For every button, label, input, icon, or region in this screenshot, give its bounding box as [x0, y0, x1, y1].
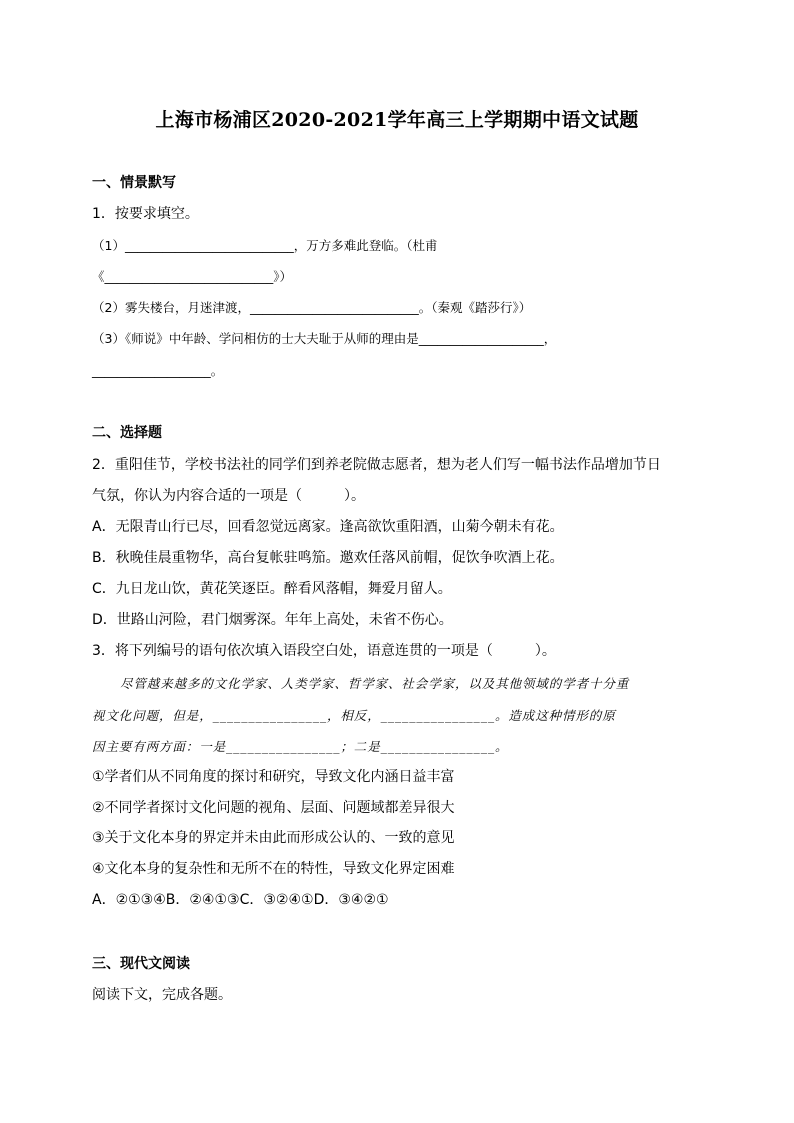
- question-1-part-2: （2）雾失楼台，月迷津渡，___________________________。（秦观《踏莎行》）: [92, 300, 532, 315]
- question-1-part-3: （3）《师说》中年龄、学问相仿的士大夫耻于从师的理由是____________________，: [92, 331, 557, 346]
- question-2: 2．重阳佳节，学校书法社的同学们到养老院做志愿者，想为老人们写一幅书法作品增加节日: [92, 457, 661, 473]
- passage-line-1: 尽管越来越多的文化学家、人类学家、哲学家、社会学家，以及其他领域的学者十分重: [120, 676, 630, 691]
- sentence-3: ③关于文化本身的界定并未由此而形成公认的、一致的意见: [92, 830, 455, 846]
- option-a: A．无限青山行已尽，回看忽觉远离家。逢高欲饮重阳酒，山菊今朝未有花。: [92, 519, 564, 535]
- reading-intro: 阅读下文，完成各题。: [92, 987, 232, 1003]
- question-2-cont: 气氛，你认为内容合适的一项是（ ）。: [92, 488, 365, 504]
- question-1: 1．按要求填空。: [92, 206, 199, 222]
- question-1-part-1: （1）___________________________，万方多难此登临。（杜甫: [92, 238, 438, 253]
- option-c: C．九日龙山饮，黄花笑逐臣。醉看风落帽，舞爱月留人。: [92, 581, 452, 597]
- section-heading-choice: 二、选择题: [92, 425, 162, 441]
- sentence-2: ②不同学者探讨文化问题的视角、层面、问题域都差异很大: [92, 800, 455, 816]
- section-heading-recitation: 一、情景默写: [92, 175, 176, 191]
- question-1-part-1-cont: 《___________________________》）: [92, 269, 293, 284]
- passage-line-3: 因主要有两方面：一是________________；二是________________。: [92, 739, 509, 754]
- sentence-4: ④文化本身的复杂性和无所不在的特性，导致文化界定困难: [92, 861, 455, 877]
- sentence-1: ①学者们从不同角度的探讨和研究，导致文化内涵日益丰富: [92, 769, 455, 785]
- answer-choices: A．②①③④B．②④①③C．③②④①D．③④②①: [92, 892, 389, 908]
- page-title: 上海市杨浦区2020-2021学年高三上学期期中语文试题: [155, 109, 639, 131]
- section-heading-reading: 三、现代文阅读: [92, 956, 190, 972]
- option-b: B．秋晚佳晨重物华，高台复帐驻鸣笳。邀欢任落风前帽，促饮争吹酒上花。: [92, 550, 564, 566]
- option-d: D．世路山河险，君门烟雾深。年年上高处，未省不伤心。: [92, 612, 453, 628]
- question-3: 3．将下列编号的语句依次填入语段空白处，语意连贯的一项是（ ）。: [92, 643, 556, 659]
- passage-line-2: 视文化问题，但是，________________，相反，________________。造成这种情形的原: [92, 708, 616, 723]
- question-1-part-3-cont: ___________________。: [92, 363, 224, 378]
